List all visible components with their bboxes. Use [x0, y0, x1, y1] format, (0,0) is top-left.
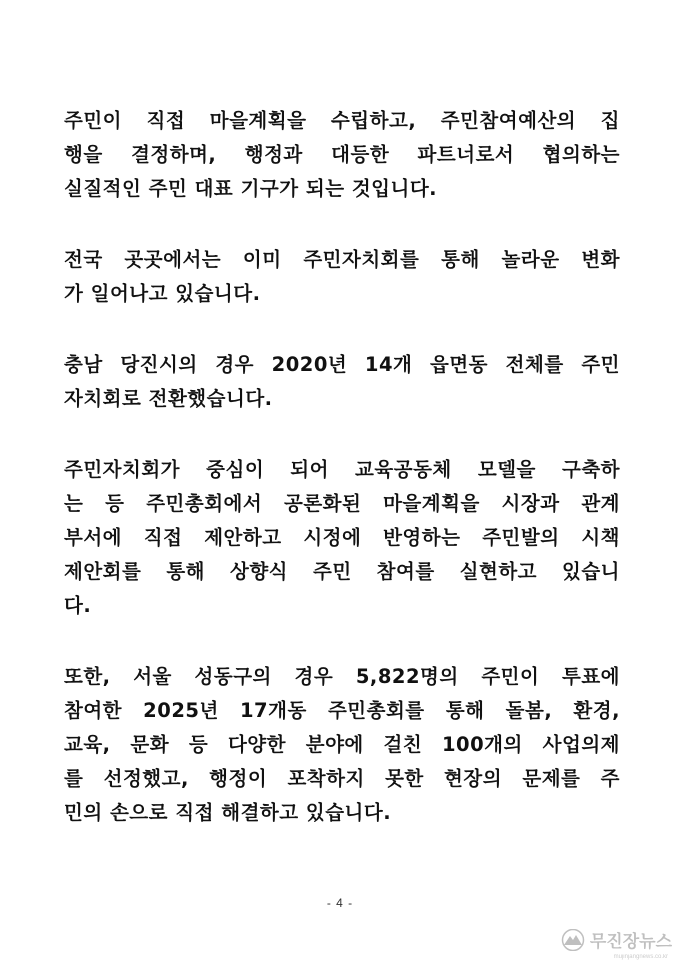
paragraph-5	[64, 660, 620, 830]
watermark-text: 무진장뉴스	[589, 932, 672, 952]
text-line: 충남 당진시의 경우 2020년 14개 읍면동 전체를 주민	[64, 353, 620, 376]
document-body	[64, 104, 620, 867]
text-line: 참여한 2025년 17개동 주민총회를 통해 돌봄, 환경,	[64, 699, 620, 722]
watermark	[560, 927, 672, 952]
watermark-url: mujinjangnews.co.kr	[613, 954, 668, 960]
text-line: 민의 손으로 직접 해결하고 있습니다.	[64, 801, 392, 824]
text-line: 는 등 주민총회에서 공론화된 마을계획을 시장과 관계	[64, 492, 620, 515]
paragraph-3	[64, 348, 620, 416]
paragraph-1	[64, 104, 620, 206]
mountain-logo-icon	[560, 929, 586, 951]
text-line: 자치회로 전환했습니다.	[64, 387, 273, 410]
text-line: 교육, 문화 등 다양한 분야에 걸친 100개의 사업의제	[64, 733, 620, 756]
text-line: 를 선정했고, 행정이 포착하지 못한 현장의 문제를 주	[64, 767, 620, 790]
text-line: 실질적인 주민 대표 기구가 되는 것입니다.	[64, 177, 438, 200]
text-line: 주민자치회가 중심이 되어 교육공동체 모델을 구축하	[64, 458, 620, 481]
paragraph-4	[64, 453, 620, 623]
text-line: 또한, 서울 성동구의 경우 5,822명의 주민이 투표에	[64, 665, 620, 688]
paragraph-2	[64, 243, 620, 311]
page-number: - 4 -	[326, 896, 354, 910]
text-line: 전국 곳곳에서는 이미 주민자치회를 통해 놀라운 변화	[64, 248, 620, 271]
text-line: 부서에 직접 제안하고 시정에 반영하는 주민발의 시책	[64, 526, 620, 549]
text-line: 주민이 직접 마을계획을 수립하고, 주민참여예산의 집	[64, 109, 620, 132]
text-line: 다.	[64, 594, 92, 617]
text-line: 제안회를 통해 상향식 주민 참여를 실현하고 있습니	[64, 560, 620, 583]
text-line: 가 일어나고 있습니다.	[64, 282, 261, 305]
text-line: 행을 결정하며, 행정과 대등한 파트너로서 협의하는	[64, 143, 620, 166]
